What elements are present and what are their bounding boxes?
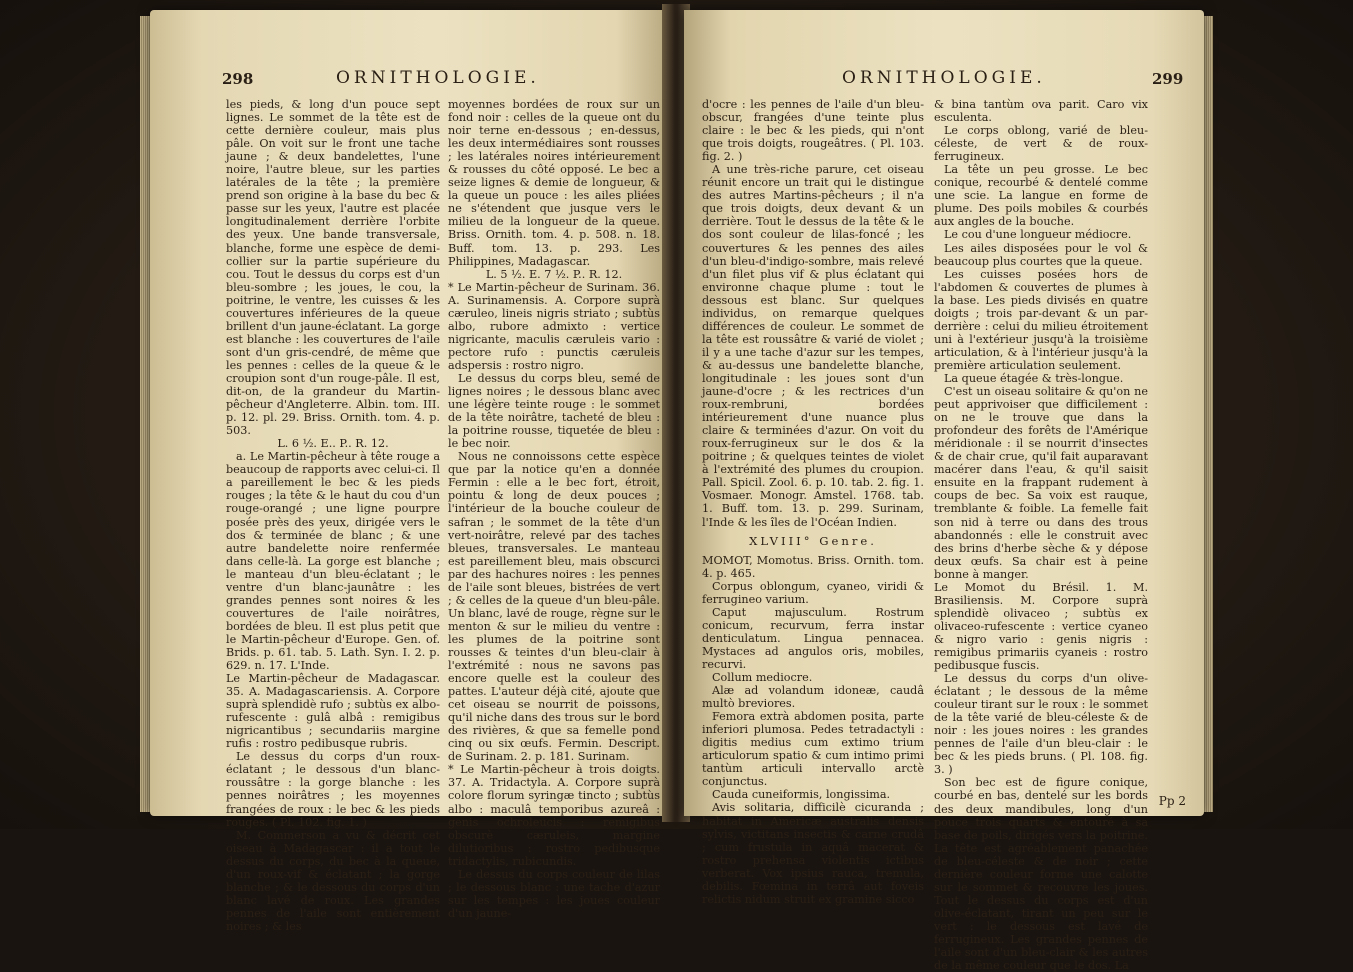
paragraph: La tête un peu grosse. Le bec conique, recourbé & dentelé comme une scie. La langue en forme de plume. Des poils mobiles & courbés aux angles de la bouche. xyxy=(934,163,1148,229)
paragraph: Le dessus du corps couleur de lilas ; le dessous blanc : une tache d'azur sur les tempes : les joues couleur d'un jaune- xyxy=(448,867,660,920)
paragraph: Le Momot du Brésil. 1. M. Brasiliensis. M. Corpore suprà splendidè olivaceo ; subtùs ex olivaceo-rufescente : vertice cyaneo & nigro vario : genis nigris : remigibus primariis cyaneis : rostro pedibusque fuscis. xyxy=(934,580,1148,673)
left-column-1 xyxy=(226,98,440,933)
paragraph: Le Martin-pêcheur de Madagascar. 35. A. Madagascariensis. A. Corpore suprà splendidè rufo ; subtùs ex albo-rufescente : gulâ albâ : remigibus nigricantibus ; secundariis margine rufis : rostro pedibusque rubris. xyxy=(226,672,440,751)
right-folio: 299 xyxy=(1152,70,1184,88)
paragraph: * Le Martin-pêcheur à trois doigts. 37. A. Tridactyla. A. Corpore suprà colore florum syringæ tincto ; subtùs albo : maculâ temporibus azureâ : genis ochroleucis : remigibus obscurè cæruleis, margine dilutioribus : rostro pedibusque tridactylis, rubicundis. xyxy=(448,763,660,868)
paragraph: a. Le Martin-pêcheur à tête rouge a beaucoup de rapports avec celui-ci. Il a pareillement le bec & les pieds rouges ; la tête & le haut du cou d'un rouge-orangé ; une ligne pourpre posée près des yeux, dirigée vers le dos & terminée de blanc ; & une autre bandelette noire renfermée dans celle-là. La gorge est blanche ; le manteau d'un bleu-éclatant ; le ventre d'un blanc-jaunâtre : les grandes pennes sont noires & les couvertures de l'aile noirâtres, bordées de bleu. Il est plus petit que le Martin-pêcheur d'Europe. Gen. of. Brids. p. 61. tab. 5. Lath. Syn. I. 2. p. 629. n. 17. L'Inde. xyxy=(226,450,440,673)
paragraph: Le corps oblong, varié de bleu-céleste, de vert & de roux-ferrugineux. xyxy=(934,124,1148,164)
left-column-2 xyxy=(448,98,660,920)
paragraph: Le dessus du corps d'un olive-éclatant ; le dessous de la même couleur tirant sur le roux : le sommet de la tête varié de bleu-céleste & de noir : les joues noires : les grandes pennes de l'aile d'un bleu-clair : le bec & les pieds bruns. ( Pl. 108. fig. 3. ) xyxy=(934,672,1148,777)
left-head-title: ORNITHOLOGIE. xyxy=(336,68,540,88)
left-page xyxy=(150,10,668,933)
left-running-head xyxy=(150,68,668,98)
paragraph: M. Commerson a vu & décrit cet oiseau à Madagascar : il a tout le dessus du corps, du bec à la queue, d'un roux-vif & éclatant ; la gorge blanche ; & le dessous du corps d'un blanc lavé de roux. Les grandes pennes de l'aile sont entièrement noires ; & les xyxy=(226,828,440,933)
paragraph: Avis solitaria, difficilè cicuranda ; habitat in Americæ australis densis sylvis, victitans insectis & carne crudâ ; cum frustula in aquâ macerat & rostro prehensa violentis ictibus verberat. Vox ipsius rauca, tremula, debilis. Fœmina in terrâ aut foveis relictis nidum struit ex gramine sicco xyxy=(702,801,924,906)
paragraph: Alæ ad volandum idoneæ, caudâ multò breviores. xyxy=(702,684,924,711)
paragraph: MOMOT, Momotus. Briss. Ornith. tom. 4. p. 465. xyxy=(702,553,924,580)
paragraph: Collum mediocre. xyxy=(712,671,813,685)
paragraph: Le cou d'une longueur médiocre. xyxy=(944,228,1132,242)
left-folio: 298 xyxy=(222,70,254,88)
right-head-title: ORNITHOLOGIE. xyxy=(842,68,1046,88)
paragraph: Cauda cuneiformis, longissima. xyxy=(712,788,891,802)
paragraph: La queue étagée & très-longue. xyxy=(944,371,1124,385)
page-signature: Pp 2 xyxy=(1158,794,1186,808)
paragraph: XLVIII° Genre. xyxy=(749,533,877,548)
paragraph: L. 6 ½. E.. P.. R. 12. xyxy=(277,437,389,451)
paragraph: moyennes bordées de roux sur un fond noir : celles de la queue ont du noir terne en-dessous ; en-dessus, les deux intermédiaires sont rousses ; les latérales noires intérieurement & rousses du côté opposé. Le bec a seize lignes & demie de longueur, & la queue un pouce : les ailes pliées ne s'étendent que jusque vers le milieu de la longueur de la queue. Briss. Ornith. tom. 4. p. 508. n. 18. Buff. tom. 13. p. 293. Les Philippines, Madagascar. xyxy=(448,98,660,268)
paragraph: Nous ne connoissons cette espèce que par la notice qu'en a donnée Fermin : elle a le bec fort, étroit, pointu & long de deux pouces ; l'intérieur de la bouche couleur de safran ; le sommet de la tête d'un vert-noirâtre, relevé par des taches bleues, transversales. Le manteau est pareillement bleu, mais obscurci par des hachures noires : les pennes de l'aile sont bleues, bistrées de vert ; & celles de la queue d'un bleu-pâle. Un blanc, lavé de rouge, règne sur le menton & sur le milieu du ventre : les plumes de la poitrine sont rousses & teintes d'un bleu-clair à l'extrémité : nous ne savons pas encore quelle est la couleur des pattes. L'auteur déjà cité, ajoute que cet oiseau se nourrit de poissons, qu'il niche dans des trous sur le bord des rivières, & que sa femelle pond cinq ou six œufs. Fermin. Descript. de Surinam. 2. p. 181. Surinam. xyxy=(448,450,660,764)
paragraph: & bina tantùm ova parit. Caro vix esculenta. xyxy=(934,98,1148,125)
left-page-edges xyxy=(140,16,150,812)
paragraph: Femora extrà abdomen posita, parte inferiori plumosa. Pedes tetradactyli : digitis medius cum extimo trium articulorum spatio & cum intimo primi tantùm articuli intervallo arctè conjunctus. xyxy=(702,710,924,789)
right-page-edges xyxy=(1203,16,1213,812)
paragraph: L. 5 ½. E. 7 ½. P.. R. 12. xyxy=(485,267,623,281)
paragraph: * Le Martin-pêcheur de Surinam. 36. A. Surinamensis. A. Corpore suprà cæruleo, lineis nigris striato ; subtùs albo, rubore admixto : vertice nigricante, maculis cæruleis vario : pectore rufo : punctis cæruleis adspersis : rostro nigro. xyxy=(448,280,660,372)
right-page xyxy=(684,10,1204,972)
paragraph: C'est un oiseau solitaire & qu'on ne peut apprivoiser que difficilement : on ne le trouve que dans la profondeur des forêts de l'Amérique méridionale : il se nourrit d'insectes & de chair crue, qu'il fait auparavant macérer dans l'eau, & qu'il saisit ensuite en la frappant rudement à coups de bec. Sa voix est rauque, tremblante & foible. La femelle fait son nid à terre ou dans des trous abandonnés : elle le construit avec des brins d'herbe sèche & y dépose deux œufs. Sa chair est à peine bonne à manger. xyxy=(934,385,1148,581)
right-running-head xyxy=(684,68,1204,98)
paragraph: les pieds, & long d'un pouce sept lignes. Le sommet de la tête est de cette dernière couleur, mais plus pâle. On voit sur le front une tache jaune ; & deux bandelettes, l'une noire, l'autre bleue, sur les parties latérales de la tête ; la première prend son origine à la base du bec & passe sur les yeux, l'autre est placée longitudinalement derrière l'orbite des yeux. Une bande transversale, blanche, forme une espèce de demi-collier sur la partie supérieure du cou. Tout le dessus du corps est d'un bleu-sombre ; les joues, le cou, la poitrine, le ventre, les cuisses & les couvertures inférieures de la queue brillent d'un jaune-éclatant. La gorge est blanche : les couvertures de l'aile sont d'un gris-cendré, de même que les pennes : celles de la queue & le croupion sont d'un rouge-pâle. Il est, dit-on, de la grandeur du Martin-pêcheur d'Angleterre. Albin. tom. III. p. 12. pl. 29. Briss. Ornith. tom. 4. p. 503. xyxy=(226,98,440,438)
paragraph: d'ocre : les pennes de l'aile d'un bleu-obscur, frangées d'une teinte plus claire : le bec & les pieds, qui n'ont que trois doigts, rougeâtres. ( Pl. 103. fig. 2. ) xyxy=(702,98,924,164)
paragraph: A une très-riche parure, cet oiseau réunit encore un trait qui le distingue des autres Martins-pêcheurs ; il n'a que trois doigts, deux devant & un derrière. Tout le dessus de la tête & le dos sont couleur de lilas-foncé ; les couvertures & les pennes des ailes d'un bleu-d'indigo-sombre, mais relevé d'un filet plus vif & plus éclatant qui environne chaque plume : tout le dessous est blanc. Sur quelques individus, on remarque quelques différences de couleur. Le sommet de la tête est roussâtre & varié de violet ; il y a une tache d'azur sur les tempes, & au-dessus une bandelette blanche, longitudinale : les joues sont d'un jaune-d'ocre ; & les rectrices d'un roux-rembruni, bordées intérieurement d'une nuance plus claire & terminées d'azur. On voit du roux-ferrugineux sur le dos & la poitrine ; & quelques teintes de violet à l'extrémité des plumes du croupion. Pall. Spicil. Zool. 6. p. 10. tab. 2. fig. 1. Vosmaer. Monogr. Amstel. 1768. tab. 1. Buff. tom. 13. p. 299. Surinam, l'Inde & les îles de l'Océan Indien. xyxy=(702,163,924,529)
right-column-1 xyxy=(702,98,924,906)
paragraph: Les ailes disposées pour le vol & beaucoup plus courtes que la queue. xyxy=(934,241,1148,268)
paragraph: Corpus oblongum, cyaneo, viridi & ferrugineo varium. xyxy=(702,579,924,606)
paragraph: Caput majusculum. Rostrum conicum, recurvum, ferra instar denticulatum. Lingua pennacea. Mystaces ad angulos oris, mobiles, recurvi. xyxy=(702,605,924,671)
right-column-2 xyxy=(934,98,1148,972)
paragraph: Son bec est de figure conique, courbé en bas, dentelé sur les bords des deux mandibules, long d'un pouce trois quarts & entouré à sa base de poils, dirigés vers la poitrine. La tête est agréablement panachée de bleu-céleste & de noir ; cette dernière couleur forme une calotte sur le sommet & recouvre les joues. Tout le dessus du corps est d'un olive-éclatant, tirant un peu sur le vert : le dessous est lavé de ferrugineux. Les grandes pennes de l'aile sont d'un bleu-clair & les autres de la même couleur que le dos. La xyxy=(934,776,1148,972)
paragraph: Le dessus du corps d'un roux-éclatant ; le dessous d'un blanc-roussâtre : la gorge blanche : les pennes noirâtres ; les moyennes frangées de roux : le bec & les pieds rouges. ( Pl. 102. fig. 1. ) xyxy=(226,750,440,829)
paragraph: Les cuisses posées hors de l'abdomen & couvertes de plumes à la base. Les pieds divisés en quatre doigts ; trois par-devant & un par-derrière : celui du milieu étroitement uni à l'extérieur jusqu'à la troisième articulation, & à l'intérieur jusqu'à la première articulation seulement. xyxy=(934,267,1148,372)
paragraph: Le dessus du corps bleu, semé de lignes noires ; le dessous blanc avec une légère teinte rouge : le sommet de la tête noirâtre, tacheté de bleu : la poitrine rousse, tiquetée de bleu : le bec noir. xyxy=(448,371,660,451)
